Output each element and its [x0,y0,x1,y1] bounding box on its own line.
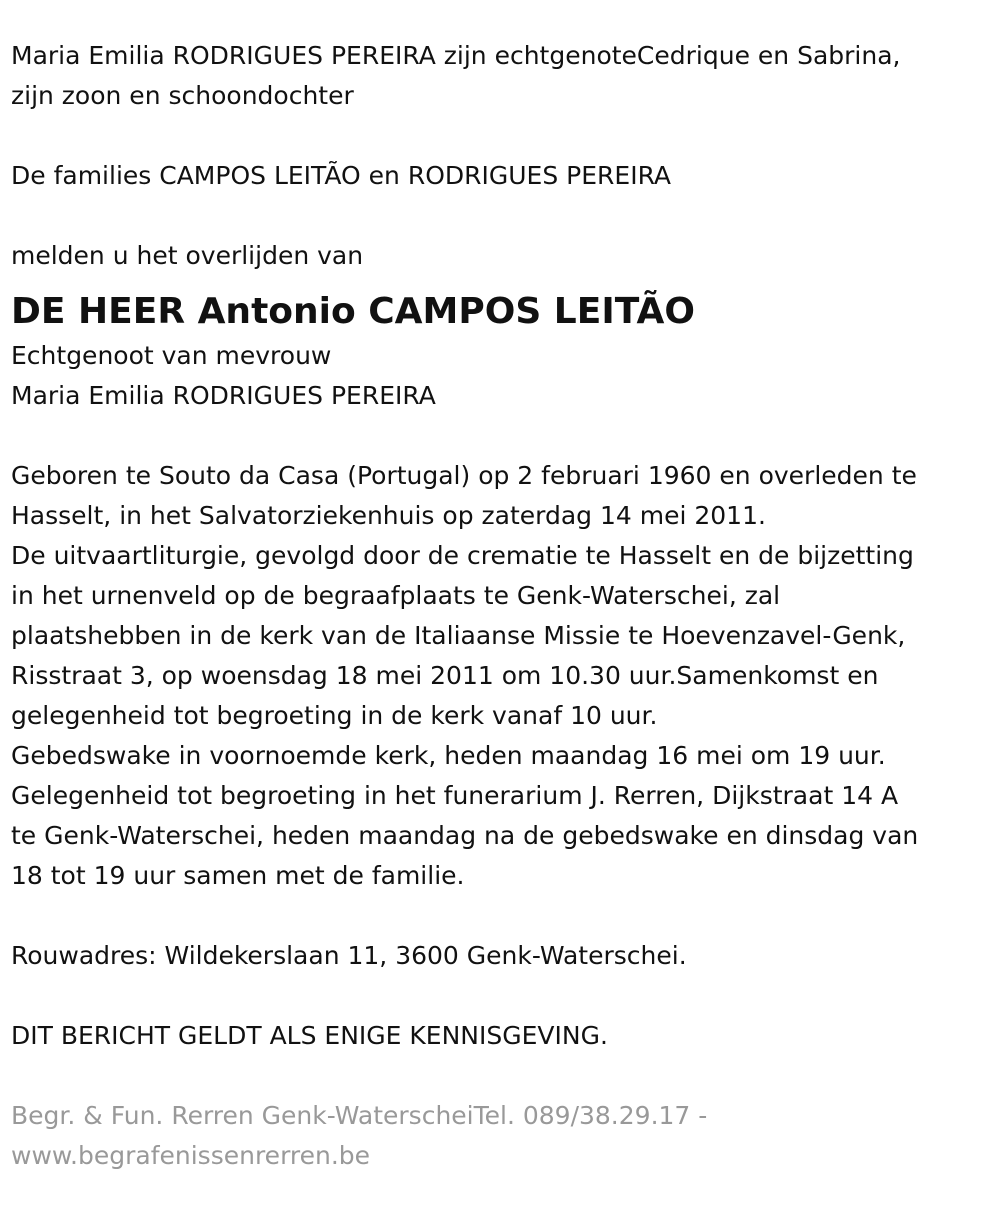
details-line: Hasselt, in het Salvatorziekenhuis op zaterdag 14 mei 2011. [11,501,766,530]
details-line: plaatshebben in de kerk van de Italiaanse Missie te Hoevenzavel-Genk, [11,621,906,650]
details-line: te Genk-Waterschei, heden maandag na de gebedswake en dinsdag van [11,821,919,850]
spouse-line-2: Maria Emilia RODRIGUES PEREIRA [11,381,436,410]
families-line: De families CAMPOS LEITÃO en RODRIGUES PEREIRA [11,161,672,190]
announce-line: melden u het overlijden van [11,241,364,270]
mourning-address: Rouwadres: Wildekerslaan 11, 3600 Genk-Waterschei. [11,941,687,970]
details-line: Geboren te Souto da Casa (Portugal) op 2 februari 1960 en overleden te [11,461,917,490]
funeral-home-website[interactable]: www.begrafenissenrerren.be [11,1141,371,1170]
details-line: 18 tot 19 uur samen met de familie. [11,861,465,890]
details-line: Gebedswake in voornoemde kerk, heden maandag 16 mei om 19 uur. [11,741,886,770]
obituary-page [11,0,986,1176]
details-line: gelegenheid tot begroeting in de kerk vanaf 10 uur. [11,701,658,730]
details-line: Gelegenheid tot begroeting in het funerarium J. Rerren, Dijkstraat 14 A [11,781,899,810]
details-line: De uitvaartliturgie, gevolgd door de crematie te Hasselt en de bijzetting [11,541,914,570]
opening-line-2: zijn zoon en schoondochter [11,81,354,110]
funeral-home-line-1: Begr. & Fun. Rerren Genk-WaterscheiTel. 089/38.29.17 - [11,1101,708,1130]
details-line: Risstraat 3, op woensdag 18 mei 2011 om 10.30 uur.Samenkomst en [11,661,879,690]
details-line: in het urnenveld op de begraafplaats te Genk-Waterschei, zal [11,581,781,610]
sole-notice: DIT BERICHT GELDT ALS ENIGE KENNISGEVING. [11,1021,608,1050]
deceased-name: DE HEER Antonio CAMPOS LEITÃO [11,291,695,332]
spouse-line-1: Echtgenoot van mevrouw [11,341,332,370]
opening-line-1: Maria Emilia RODRIGUES PEREIRA zijn echtgenoteCedrique en Sabrina, [11,41,901,70]
details-block [11,456,986,896]
